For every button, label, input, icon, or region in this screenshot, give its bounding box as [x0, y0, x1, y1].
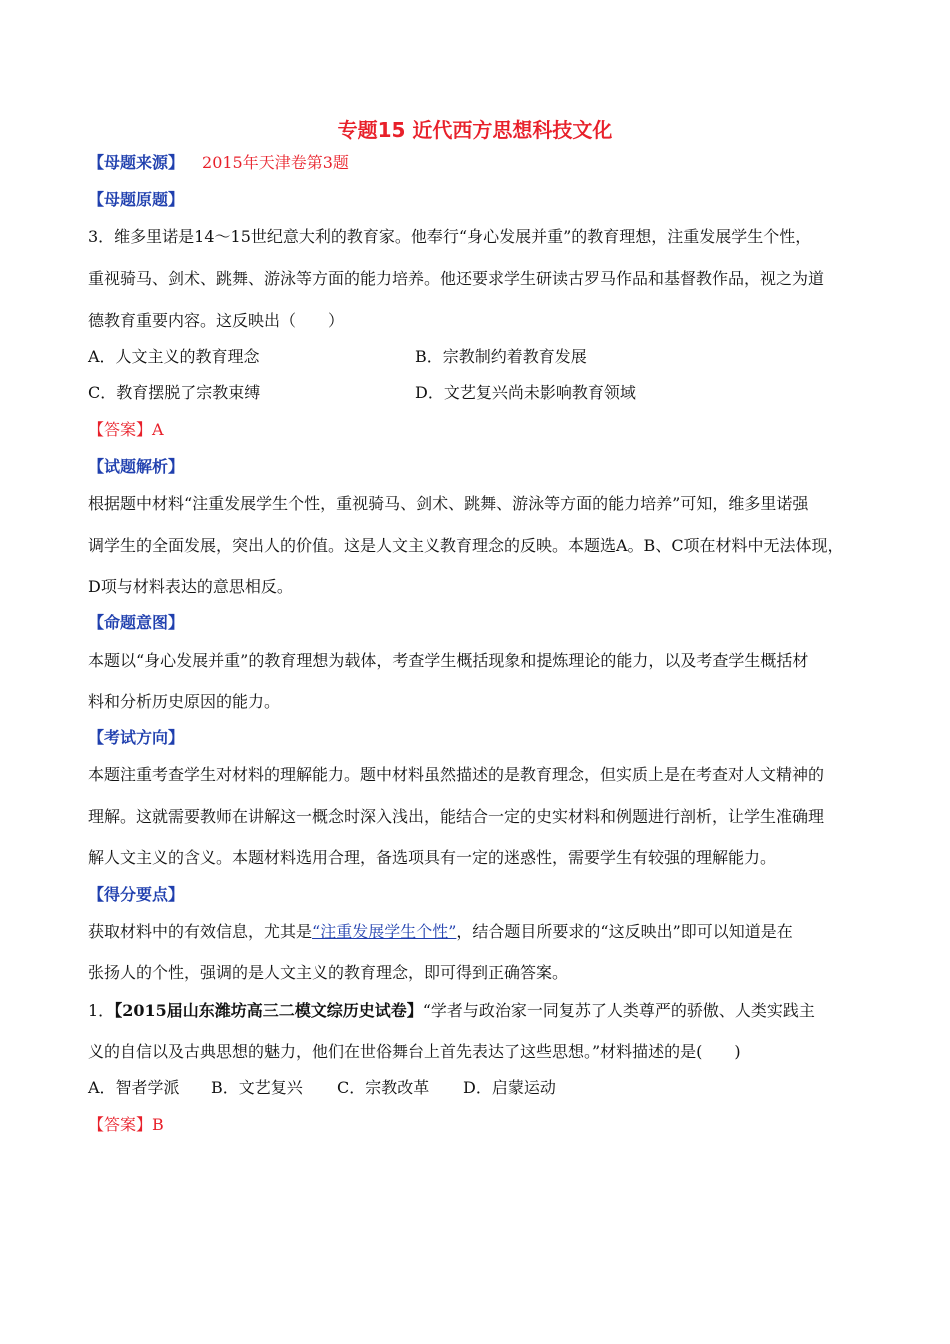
intent-line-1: 本题以“身心发展并重”的教育理想为载体，考查学生概括现象和提炼理论的能力，以及考查学生概括材 — [88, 651, 809, 670]
q1-line-1 — [88, 1000, 815, 1022]
points-link[interactable]: “注重发展学生个性” — [312, 922, 457, 941]
direction-heading — [88, 727, 184, 749]
original-tag: 【母题原题】 — [88, 190, 185, 209]
direction-line-3: 解人文主义的含义。本题材料选用合理，备选项具有一定的迷惑性，需要学生有较强的理解能力。 — [88, 848, 777, 867]
option-b: B．宗教制约着教育发展 — [415, 347, 587, 366]
analysis-tag: 【试题解析】 — [88, 457, 185, 476]
points-tag: 【得分要点】 — [88, 885, 185, 904]
q1-option-d: D．启蒙运动 — [463, 1078, 556, 1097]
option-c: C．教育摆脱了宗教束缚 — [88, 383, 261, 402]
option-row-1 — [88, 346, 587, 368]
points-line-1 — [88, 921, 793, 943]
q1-option-c: C．宗教改革 — [337, 1078, 430, 1097]
answer-value: A — [152, 420, 164, 439]
option-a: A．人文主义的教育理念 — [88, 347, 260, 366]
analysis-line-2: 调学生的全面发展，突出人的价值。这是人文主义教育理念的反映。本题选A。B、C项在材料中无法体现， — [88, 536, 844, 555]
direction-line-2: 理解。这就需要教师在讲解这一概念时深入浅出，能结合一定的史实材料和例题进行剖析，让学生准确理 — [88, 807, 825, 826]
analysis-heading — [88, 456, 184, 478]
direction-tag: 【考试方向】 — [88, 728, 185, 747]
source-line — [88, 152, 349, 174]
question-line-1: 3．维多里诺是14～15世纪意大利的教育家。他奉行“身心发展并重”的教育理想，注重发展学生个性， — [88, 227, 812, 246]
q1-line-1-rest: “学者与政治家一同复苏了人类尊严的骄傲、人类实践主 — [422, 1001, 815, 1020]
analysis-line-1: 根据题中材料“注重发展学生个性，重视骑马、剑术、跳舞、游泳等方面的能力培养”可知，维多里诺强 — [88, 494, 809, 513]
answer-line — [88, 419, 164, 441]
q1-option-a: A．智者学派 — [88, 1078, 180, 1097]
option-d: D．文艺复兴尚未影响教育领域 — [415, 383, 636, 402]
option-row-2 — [88, 382, 636, 404]
intent-heading — [88, 612, 184, 634]
answer2-value: B — [152, 1115, 164, 1134]
q1-source: 【2015届山东潍坊高三二模文综历史试卷】 — [114, 1001, 423, 1020]
intent-tag: 【命题意图】 — [88, 613, 185, 632]
q1-options — [88, 1077, 556, 1099]
answer2-line — [88, 1114, 164, 1136]
q1-number: 1． — [88, 1001, 115, 1020]
source-text: 2015年天津卷第3题 — [202, 153, 349, 172]
points-heading — [88, 884, 184, 906]
points-line-1-post: ，结合题目所要求的“这反映出”即可以知道是在 — [456, 922, 793, 941]
q1-option-b: B．文艺复兴 — [211, 1078, 303, 1097]
q1-line-2: 义的自信以及古典思想的魅力，他们在世俗舞台上首先表达了这些思想。”材料描述的是( ) — [88, 1042, 741, 1061]
page-title: 专题15 近代西方思想科技文化 — [337, 118, 613, 142]
source-tag: 【母题来源】 — [88, 153, 185, 172]
points-line-2: 张扬人的个性，强调的是人文主义的教育理念，即可得到正确答案。 — [88, 963, 569, 982]
question-line-3: 德教育重要内容。这反映出（ ） — [88, 311, 345, 330]
analysis-line-3: D项与材料表达的意思相反。 — [88, 577, 293, 596]
points-line-1-pre: 获取材料中的有效信息，尤其是 — [88, 922, 313, 941]
direction-line-1: 本题注重考查学生对材料的理解能力。题中材料虽然描述的是教育理念，但实质上是在考查对人文精神的 — [88, 765, 825, 784]
original-question-heading — [88, 189, 184, 211]
answer-tag: 【答案】 — [88, 420, 153, 439]
answer2-tag: 【答案】 — [88, 1115, 153, 1134]
intent-line-2: 料和分析历史原因的能力。 — [88, 692, 281, 711]
question-line-2: 重视骑马、剑术、跳舞、游泳等方面的能力培养。他还要求学生研读古罗马作品和基督教作品，视之为道 — [88, 269, 825, 288]
